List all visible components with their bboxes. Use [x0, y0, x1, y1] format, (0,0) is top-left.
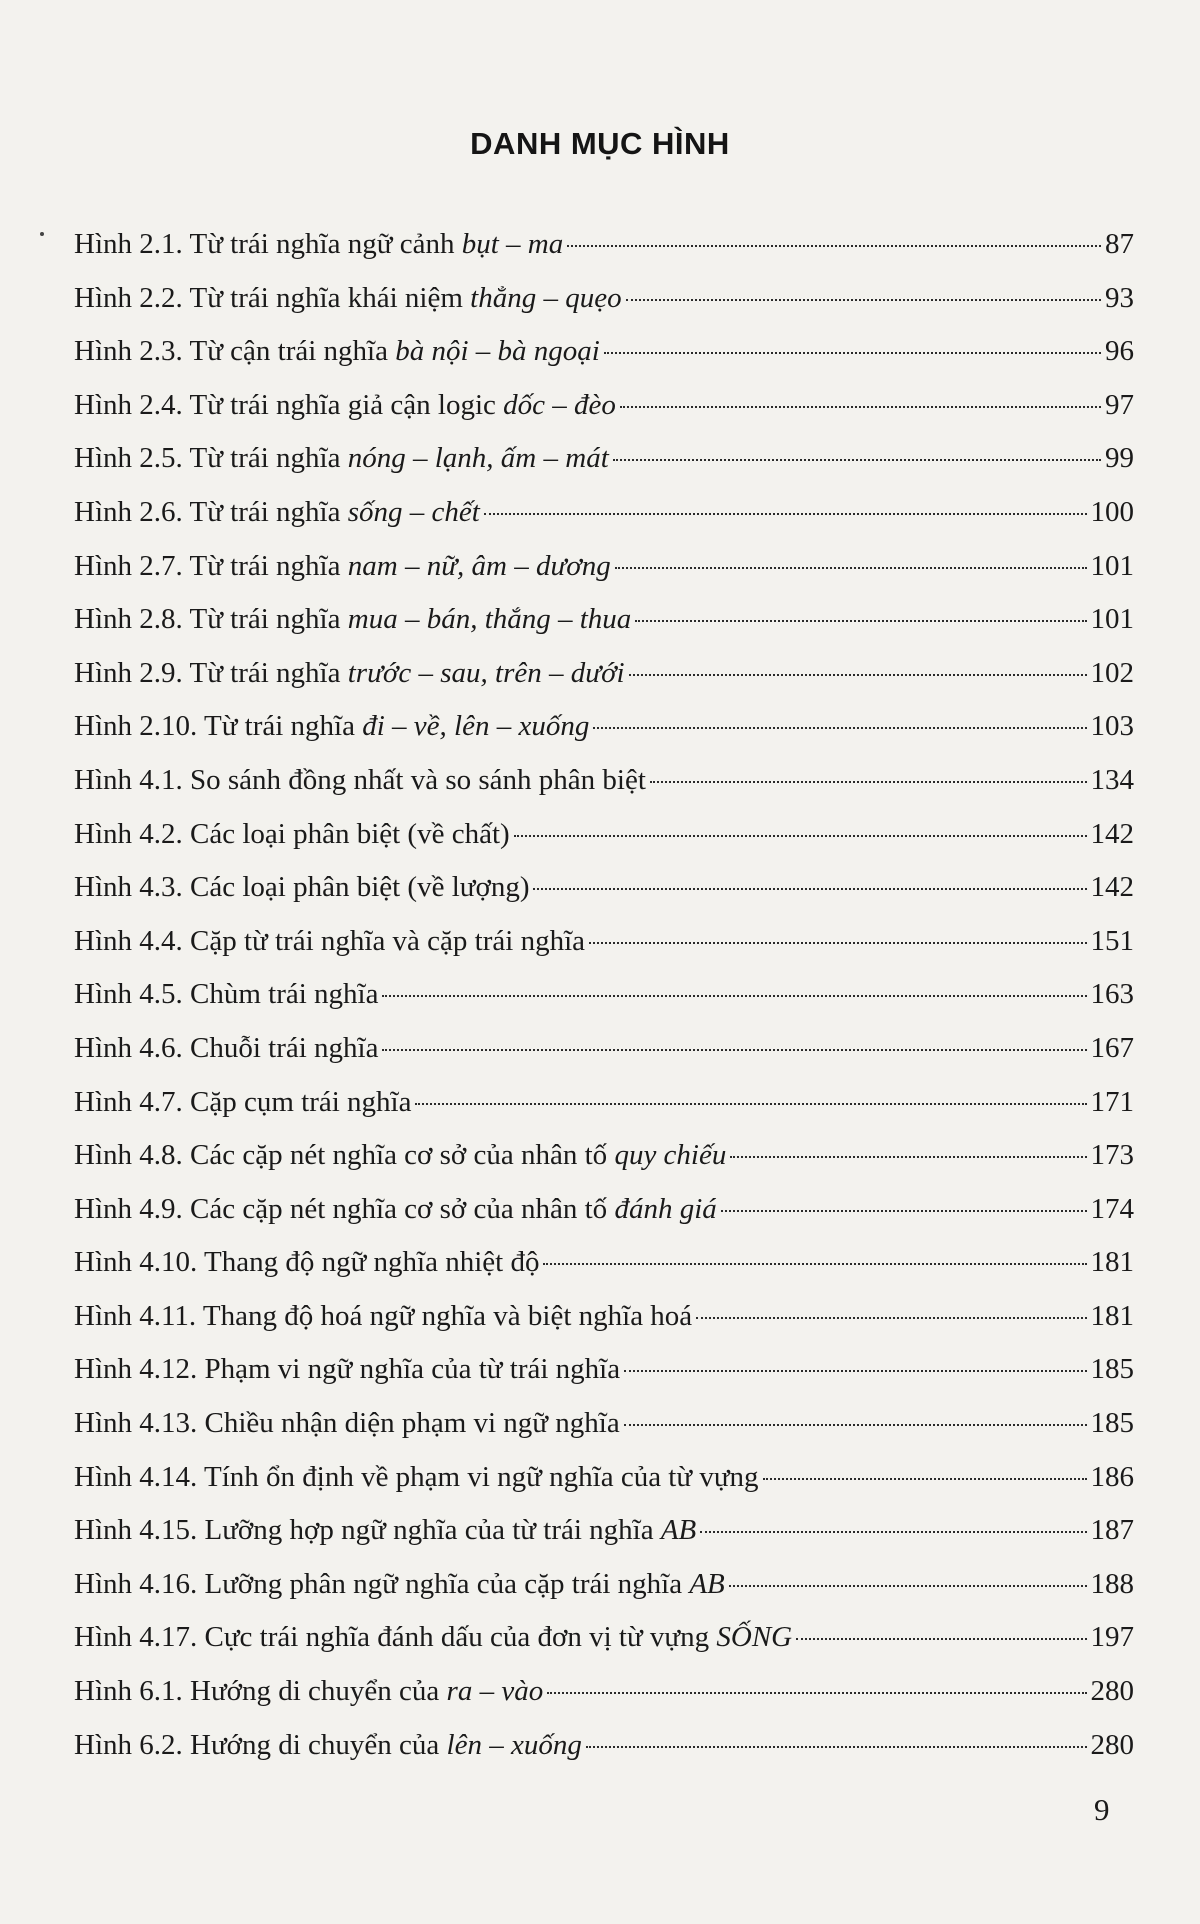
figure-caption: Phạm vi ngữ nghĩa của từ trái nghĩa — [204, 1353, 621, 1386]
figure-caption: Cực trái nghĩa đánh dấu của đơn vị từ vựng — [204, 1621, 717, 1654]
dot-leader — [533, 888, 1086, 890]
figure-caption: Hướng di chuyển của — [190, 1728, 447, 1761]
figure-entry-title — [74, 325, 600, 379]
dot-leader — [382, 1049, 1086, 1051]
figure-caption: Hướng di chuyển của — [190, 1675, 447, 1708]
figure-entry-title — [74, 432, 609, 486]
figure-entry — [74, 861, 1134, 915]
figure-page-number: 93 — [1105, 281, 1134, 314]
figure-page-number: 197 — [1090, 1621, 1134, 1654]
figure-entry — [74, 1397, 1134, 1451]
figure-entry-title — [74, 1451, 759, 1505]
figure-entry-title — [74, 1129, 726, 1183]
dot-leader — [624, 1370, 1086, 1372]
figure-page-number: 87 — [1105, 228, 1134, 260]
figure-caption: Các cặp nét nghĩa cơ sở của nhân tố — [190, 1192, 615, 1225]
figure-caption: Từ trái nghĩa — [189, 549, 348, 582]
figure-page-number: 151 — [1090, 924, 1134, 957]
figure-number: Hình 2.5. — [74, 442, 183, 475]
figure-entry — [74, 1290, 1134, 1344]
dot-leader — [484, 513, 1087, 515]
figure-page-number: 142 — [1090, 817, 1134, 850]
figure-caption: Từ trái nghĩa khái niệm — [189, 281, 471, 314]
figure-entry — [74, 1022, 1134, 1076]
figure-entry — [74, 1719, 1134, 1773]
figure-page-number: 186 — [1090, 1460, 1134, 1493]
page-title: DANH MỤC HÌNH — [470, 126, 730, 161]
figure-number: Hình 2.6. — [74, 495, 183, 528]
dot-leader — [382, 995, 1086, 997]
figure-page-number: 173 — [1090, 1139, 1134, 1172]
dot-leader — [567, 245, 1101, 247]
dot-leader — [586, 1746, 1087, 1748]
figure-entry-title — [74, 1504, 696, 1558]
dot-leader — [615, 567, 1087, 569]
dot-leader — [514, 835, 1087, 837]
figure-caption-italic: đánh giá — [614, 1192, 717, 1225]
figure-caption: Lưỡng phân ngữ nghĩa của cặp trái nghĩa — [204, 1567, 690, 1600]
figure-number: Hình 4.15. — [74, 1514, 198, 1547]
figure-page-number: 163 — [1090, 978, 1134, 1011]
figure-number: Hình 4.6. — [74, 1031, 183, 1064]
figure-entry — [74, 218, 1134, 272]
figure-entry — [74, 1558, 1134, 1612]
figure-entry-title — [74, 1183, 717, 1237]
figure-entry — [74, 1665, 1134, 1719]
figure-number: Hình 4.3. — [74, 871, 183, 904]
figure-number: Hình 2.9. — [74, 656, 183, 689]
figure-page-number: 171 — [1090, 1085, 1134, 1118]
figure-number: Hình 4.8. — [74, 1139, 183, 1172]
figure-entry-title — [74, 915, 585, 969]
figure-entry — [74, 1343, 1134, 1397]
figure-page-number: 103 — [1090, 710, 1134, 743]
figure-entry-title — [74, 1719, 582, 1773]
figure-number: Hình 6.1. — [74, 1675, 183, 1708]
figure-page-number: 101 — [1090, 603, 1134, 636]
figure-entry-title — [74, 647, 625, 701]
figure-page-number: 280 — [1090, 1675, 1134, 1708]
figure-caption: Các loại phân biệt (về chất) — [190, 817, 510, 850]
dot-leader — [629, 674, 1087, 676]
stray-dot — [40, 232, 44, 236]
figure-caption-italic: trước – sau, trên – dưới — [347, 656, 625, 689]
figure-number: Hình 4.1. — [74, 763, 183, 796]
figure-page-number: 174 — [1090, 1192, 1134, 1225]
figure-page-number: 181 — [1090, 1299, 1134, 1332]
figure-number: Hình 2.2. — [74, 281, 183, 314]
figure-entry — [74, 1129, 1134, 1183]
figure-caption-italic: bà nội – bà ngoại — [395, 335, 600, 368]
figure-entry-title — [74, 1397, 620, 1451]
figure-caption-italic: bụt – ma — [461, 228, 564, 260]
dot-leader — [620, 406, 1101, 408]
figure-number: Hình 2.1. — [74, 228, 183, 260]
figure-page-number: 280 — [1090, 1728, 1134, 1761]
figure-entry — [74, 540, 1134, 594]
figure-entry — [74, 1451, 1134, 1505]
figure-entry — [74, 593, 1134, 647]
figure-page-number: 134 — [1090, 763, 1134, 796]
figure-entry-title — [74, 861, 529, 915]
figure-entry-title — [74, 1611, 792, 1665]
dot-leader — [650, 781, 1087, 783]
figure-caption: Chùm trái nghĩa — [190, 978, 379, 1011]
figure-page-number: 102 — [1090, 656, 1134, 689]
figure-number: Hình 4.7. — [74, 1085, 183, 1118]
figure-entry — [74, 1183, 1134, 1237]
figure-page-number: 181 — [1090, 1246, 1134, 1279]
dot-leader — [604, 352, 1101, 354]
dot-leader — [796, 1638, 1086, 1640]
dot-leader — [589, 942, 1087, 944]
dot-leader — [547, 1692, 1086, 1694]
figure-entry-title — [74, 593, 631, 647]
figure-number: Hình 4.2. — [74, 817, 183, 850]
figure-entry-title — [74, 1665, 543, 1719]
figure-page-number: 185 — [1090, 1407, 1134, 1440]
figure-caption-italic: đi – về, lên – xuống — [362, 710, 590, 743]
figure-entry — [74, 754, 1134, 808]
figure-caption: Tính ổn định về phạm vi ngữ nghĩa của từ vựng — [203, 1460, 759, 1493]
figure-caption: Lưỡng hợp ngữ nghĩa của từ trái nghĩa — [204, 1514, 661, 1547]
dot-leader — [626, 299, 1101, 301]
figure-page-number: 142 — [1090, 871, 1134, 904]
dot-leader — [635, 620, 1086, 622]
figure-caption: Cặp từ trái nghĩa và cặp trái nghĩa — [190, 924, 585, 957]
figure-caption: Từ trái nghĩa — [189, 495, 348, 528]
figure-entry-title — [74, 486, 480, 540]
figure-entry — [74, 1236, 1134, 1290]
figure-entry-title — [74, 540, 611, 594]
figure-entry-title — [74, 1343, 620, 1397]
figure-caption: Từ trái nghĩa — [189, 442, 348, 475]
figure-page-number: 188 — [1090, 1567, 1134, 1600]
figure-page-number: 187 — [1090, 1514, 1134, 1547]
figure-entry — [74, 915, 1134, 969]
figure-number: Hình 4.12. — [74, 1353, 198, 1386]
figure-entry — [74, 1504, 1134, 1558]
figure-number: Hình 2.3. — [74, 335, 183, 368]
figure-entry — [74, 968, 1134, 1022]
figure-caption: Từ trái nghĩa — [189, 603, 348, 636]
figure-caption: Cặp cụm trái nghĩa — [190, 1085, 412, 1118]
figure-number: Hình 2.10. — [74, 710, 198, 743]
dot-leader — [613, 459, 1101, 461]
figure-caption: Thang độ ngữ nghĩa nhiệt độ — [203, 1246, 540, 1279]
figure-entry-title — [74, 272, 622, 326]
figure-entry — [74, 647, 1134, 701]
figure-entry — [74, 1076, 1134, 1130]
figure-entry — [74, 1611, 1134, 1665]
figure-number: Hình 4.13. — [74, 1407, 198, 1440]
figure-caption-italic: nam – nữ, âm – dương — [347, 549, 611, 582]
figure-entry-title — [74, 1076, 411, 1130]
figure-entry — [74, 486, 1134, 540]
figure-entry-title — [74, 1022, 378, 1076]
dot-leader — [700, 1531, 1086, 1533]
figure-entry-title — [74, 754, 646, 808]
figure-entry-title — [74, 218, 563, 272]
figure-number: Hình 2.4. — [74, 388, 183, 421]
figure-caption-italic: ra – vào — [446, 1675, 544, 1708]
figure-entry-title — [74, 1558, 725, 1612]
figure-entry-title — [74, 1290, 692, 1344]
figure-entry — [74, 379, 1134, 433]
figure-caption: Từ trái nghĩa — [203, 710, 363, 743]
dot-leader — [624, 1424, 1087, 1426]
figure-caption: Thang độ hoá ngữ nghĩa và biệt nghĩa hoá — [202, 1299, 693, 1332]
dot-leader — [415, 1103, 1086, 1105]
figure-caption: Từ trái nghĩa — [189, 656, 348, 689]
figure-page-number: 167 — [1090, 1031, 1134, 1064]
figure-entry — [74, 272, 1134, 326]
figure-caption: Chuỗi trái nghĩa — [190, 1031, 379, 1064]
figure-caption: Từ trái nghĩa giả cận logic — [189, 388, 504, 421]
figure-entry-title — [74, 808, 510, 862]
dot-leader — [729, 1585, 1087, 1587]
figure-number: Hình 4.5. — [74, 978, 183, 1011]
figure-page-number: 97 — [1105, 388, 1134, 421]
figure-entry-title — [74, 700, 589, 754]
page-number: 9 — [1094, 1792, 1110, 1827]
figure-entry — [74, 808, 1134, 862]
figure-page-number: 100 — [1090, 495, 1134, 528]
figure-entry-title — [74, 379, 616, 433]
figure-number: Hình 4.17. — [74, 1621, 198, 1654]
figure-page-number: 185 — [1090, 1353, 1134, 1386]
figure-number: Hình 4.4. — [74, 924, 183, 957]
dot-leader — [763, 1478, 1087, 1480]
figure-caption: Các loại phân biệt (về lượng) — [190, 871, 530, 904]
figure-caption: Từ cận trái nghĩa — [189, 335, 396, 368]
figure-number: Hình 4.10. — [74, 1246, 198, 1279]
figure-caption-italic: dốc – đèo — [503, 388, 616, 421]
figure-caption-italic: nóng – lạnh, ấm – mát — [347, 442, 609, 475]
figure-number: Hình 6.2. — [74, 1728, 183, 1761]
figure-number: Hình 2.8. — [74, 603, 183, 636]
figure-number: Hình 4.14. — [74, 1460, 198, 1493]
figure-caption-italic: AB — [660, 1514, 697, 1547]
figure-caption: Từ trái nghĩa ngữ cảnh — [189, 228, 462, 260]
figure-page-number: 101 — [1090, 549, 1134, 582]
dot-leader — [543, 1263, 1086, 1265]
figure-page-number: 96 — [1105, 335, 1134, 368]
figure-page-number: 99 — [1105, 442, 1134, 475]
figure-list — [74, 218, 1134, 1772]
figure-entry — [74, 700, 1134, 754]
figure-number: Hình 4.9. — [74, 1192, 183, 1225]
figure-number: Hình 4.11. — [74, 1299, 197, 1332]
dot-leader — [696, 1317, 1086, 1319]
figure-caption: So sánh đồng nhất và so sánh phân biệt — [190, 763, 646, 796]
figure-caption: Các cặp nét nghĩa cơ sở của nhân tố — [190, 1139, 615, 1172]
figure-caption-italic: AB — [689, 1567, 725, 1600]
figure-caption-italic: thẳng – quẹo — [470, 281, 622, 314]
figure-caption-italic: quy chiếu — [614, 1139, 727, 1172]
figure-number: Hình 2.7. — [74, 549, 183, 582]
figure-entry — [74, 325, 1134, 379]
dot-leader — [593, 727, 1086, 729]
dot-leader — [730, 1156, 1086, 1158]
figure-caption: Chiều nhận diện phạm vi ngữ nghĩa — [204, 1407, 620, 1440]
figure-entry — [74, 432, 1134, 486]
figure-caption-italic: mua – bán, thắng – thua — [347, 603, 632, 636]
figure-entry-title — [74, 1236, 539, 1290]
figure-caption-italic: SỐNG — [716, 1621, 793, 1654]
figure-caption-italic: lên – xuống — [446, 1728, 582, 1761]
figure-entry-title — [74, 968, 378, 1022]
figure-caption-italic: sống – chết — [347, 495, 480, 528]
figure-number: Hình 4.16. — [74, 1567, 198, 1600]
dot-leader — [721, 1210, 1087, 1212]
